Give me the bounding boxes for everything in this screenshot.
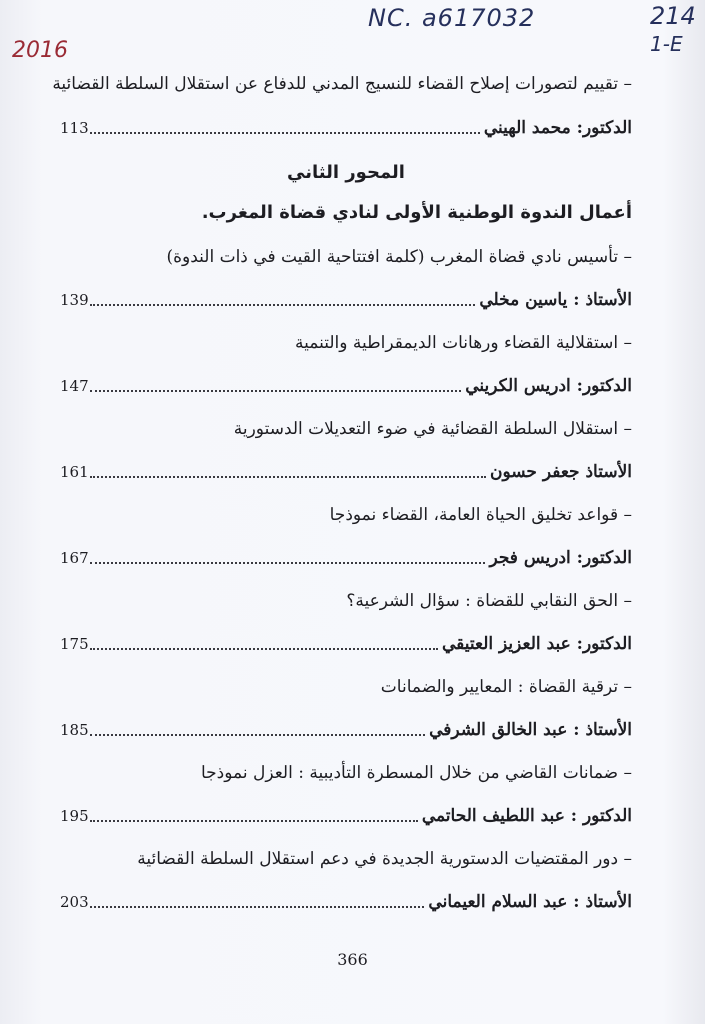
toc-author-row — [60, 116, 632, 140]
toc-page-number: 203 — [60, 893, 89, 911]
handwritten-year: 2016 — [12, 38, 68, 63]
toc-author: الدكتور: ادريس فجر — [489, 548, 632, 568]
dot-leader — [90, 906, 424, 908]
toc-topic: – الحق النقابي للقضاة : سؤال الشرعية؟ — [346, 591, 632, 611]
toc-author: الأستاذ جعفر حسون — [489, 462, 632, 482]
toc-author-row — [60, 890, 632, 914]
toc-topic: – تقييم لتصورات إصلاح القضاء للنسيج المدني للدفاع عن استقلال السلطة القضائية — [52, 74, 632, 94]
toc-author-row — [60, 288, 632, 312]
toc-topic: – استقلال السلطة القضائية في ضوء التعديلات الدستورية — [233, 419, 632, 439]
dot-leader — [90, 562, 485, 564]
dot-leader — [90, 820, 418, 822]
dot-leader — [90, 734, 425, 736]
toc-author-row — [60, 804, 632, 828]
toc-page-number: 147 — [60, 377, 89, 395]
toc-author-row — [60, 718, 632, 742]
handwritten-call-number: NC. a617032 — [368, 4, 536, 32]
toc-author: الأستاذ : ياسين مخلي — [479, 290, 632, 310]
dot-leader — [90, 648, 438, 650]
toc-topic: – قواعد تخليق الحياة العامة، القضاء نموذجا — [329, 505, 632, 525]
section-heading: المحور الثاني — [287, 162, 405, 183]
toc-topic: – ضمانات القاضي من خلال المسطرة التأديبية : العزل نموذجا — [200, 763, 632, 783]
toc-author: الدكتور : عبد اللطيف الحاتمي — [421, 806, 632, 826]
toc-page-number: 175 — [60, 635, 89, 653]
toc-topic: – دور المقتضيات الدستورية الجديدة في دعم استقلال السلطة القضائية — [137, 849, 632, 869]
toc-author: الأستاذ : عبد الخالق الشرفي — [429, 720, 632, 740]
page-number: 366 — [337, 950, 368, 969]
dot-leader — [90, 304, 475, 306]
handwritten-corner-code: 1-E — [650, 32, 683, 56]
handwritten-corner-number: 214 — [650, 2, 696, 30]
toc-author: الدكتور: ادريس الكريني — [465, 376, 632, 396]
toc-topic: – استقلالية القضاء ورهانات الديمقراطية والتنمية — [295, 333, 632, 353]
toc-author-row — [60, 632, 632, 656]
toc-topic: – ترقية القضاة : المعايير والضمانات — [380, 677, 632, 697]
section-subheading: أعمال الندوة الوطنية الأولى لنادي قضاة المغرب. — [201, 202, 632, 223]
toc-topic: – تأسيس نادي قضاة المغرب (كلمة افتتاحية القيت في ذات الندوة) — [166, 247, 632, 267]
toc-page-number: 113 — [60, 119, 89, 137]
dot-leader — [90, 476, 486, 478]
toc-author-row — [60, 374, 632, 398]
toc-page-number: 139 — [60, 291, 89, 309]
toc-author-row — [60, 546, 632, 570]
toc-page-number: 195 — [60, 807, 89, 825]
toc-author-row — [60, 460, 632, 484]
toc-author: الأستاذ : عبد السلام العيماني — [428, 892, 632, 912]
toc-page-number: 185 — [60, 721, 89, 739]
dot-leader — [90, 132, 480, 134]
toc-author: الدكتور: عبد العزيز العتيقي — [442, 634, 632, 654]
toc-page-number: 161 — [60, 463, 89, 481]
dot-leader — [90, 390, 461, 392]
toc-author: الدكتور: محمد الهيني — [483, 118, 632, 138]
toc-page-number: 167 — [60, 549, 89, 567]
